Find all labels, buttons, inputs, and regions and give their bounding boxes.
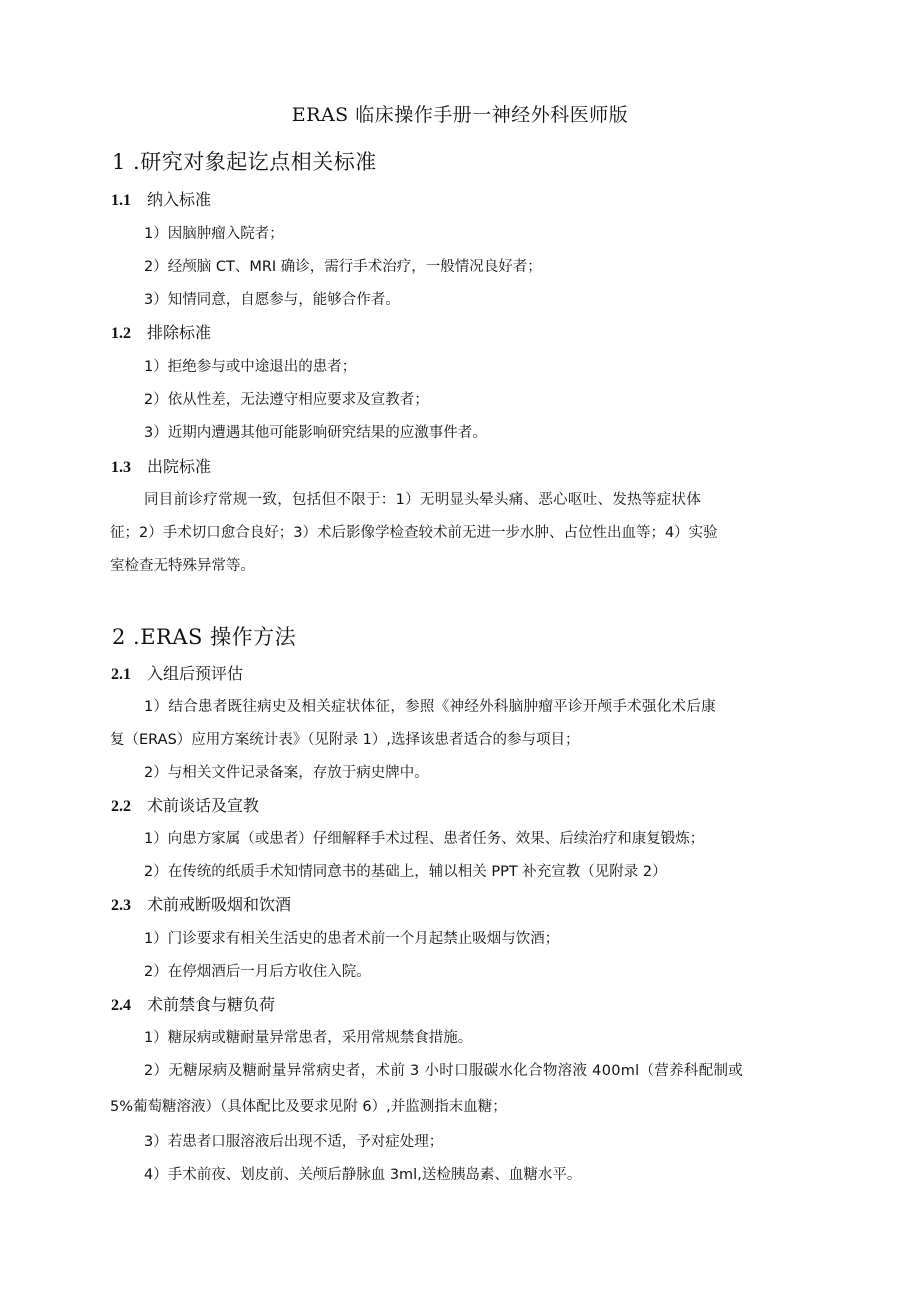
subsection-title: 术前禁食与糖负荷 <box>147 995 276 1014</box>
paragraph-line: 1）结合患者既往病史及相关症状体征，参照《神经外科脑肿瘤平诊开颅手术强化术后康 <box>144 699 716 715</box>
list-item: 3）知情同意，自愿参与，能够合作者。 <box>144 292 400 308</box>
list-item: 1）向患方家属（或患者）仔细解释手术过程、患者任务、效果、后续治疗和康复锻炼； <box>144 831 705 847</box>
subsection-heading-1-1 <box>111 187 211 210</box>
list-item: 2）依从性差，无法遵守相应要求及宣教者； <box>144 392 429 408</box>
subsection-title: 纳入标准 <box>147 190 212 209</box>
list-item: 1）因脑肿瘤入院者； <box>144 226 284 242</box>
subsection-heading-2-1 <box>111 661 243 684</box>
paragraph-line: 复（ERAS）应用方案统计表》（见附录 1）,选择该患者适合的参与项目； <box>110 732 580 748</box>
subsection-title: 术前戒断吸烟和饮酒 <box>147 895 292 914</box>
subsection-number: 1.3 <box>111 459 131 476</box>
subsection-title: 排除标准 <box>147 323 212 342</box>
subsection-number: 2.2 <box>111 798 131 815</box>
subsection-number: 2.3 <box>111 897 131 914</box>
subsection-number: 1.1 <box>111 192 131 209</box>
subsection-heading-2-2 <box>111 793 259 816</box>
subsection-title: 术前谈话及宣教 <box>147 796 260 815</box>
paragraph-line: 5%葡萄糖溶液）（具体配比及要求见附 6）,并监测指末血糖； <box>110 1099 507 1115</box>
paragraph-line: 室检查无特殊异常等。 <box>110 558 255 574</box>
subsection-heading-1-2 <box>111 320 211 343</box>
list-item: 2）经颅脑 CT、MRI 确诊，需行手术治疗，一般情况良好者； <box>144 259 542 275</box>
paragraph-line: 征；2）手术切口愈合良好；3）术后影像学检查较术前无进一步水肿、占位性出血等；4）实验 <box>110 525 718 541</box>
subsection-heading-2-3 <box>111 892 291 915</box>
subsection-number: 2.4 <box>111 997 131 1014</box>
subsection-number: 1.2 <box>111 325 131 342</box>
paragraph-line: 2）与相关文件记录备案，存放于病史牌中。 <box>144 765 429 781</box>
subsection-heading-1-3 <box>111 454 211 477</box>
subsection-number: 2.1 <box>111 666 131 683</box>
paragraph-line: 同目前诊疗常规一致，包括但不限于：1）无明显头晕头痛、恶心呕吐、发热等症状体 <box>144 492 702 508</box>
subsection-title: 入组后预评估 <box>147 664 244 683</box>
paragraph-line: 3）若患者口服溶液后出现不适，予对症处理； <box>144 1134 444 1150</box>
subsection-heading-2-4 <box>111 992 275 1015</box>
list-item: 3）近期内遭遇其他可能影响研究结果的应激事件者。 <box>144 425 487 441</box>
paragraph-line: 2）无糖尿病及糖耐量异常病史者，术前 3 小时口服碳水化合物溶液 400ml（营养科配制或 <box>144 1063 744 1079</box>
section-heading-2: 2 .ERAS 操作方法 <box>112 625 297 649</box>
paragraph-line: 1）糖尿病或糖耐量异常患者，采用常规禁食措施。 <box>144 1030 473 1046</box>
list-item: 2）在停烟酒后一月后方收住入院。 <box>144 964 371 980</box>
section-heading-1: 1 .研究对象起讫点相关标准 <box>112 150 377 174</box>
document-title: ERAS 临床操作手册一神经外科医师版 <box>291 104 629 126</box>
list-item: 2）在传统的纸质手术知情同意书的基础上，辅以相关 PPT 补充宣教（见附录 2） <box>144 864 667 880</box>
subsection-title: 出院标准 <box>147 457 212 476</box>
paragraph-line: 4）手术前夜、划皮前、关颅后静脉血 3ml,送检胰岛素、血糖水平。 <box>144 1167 582 1183</box>
list-item: 1）拒绝参与或中途退出的患者； <box>144 359 357 375</box>
list-item: 1）门诊要求有相关生活史的患者术前一个月起禁止吸烟与饮酒； <box>144 931 560 947</box>
